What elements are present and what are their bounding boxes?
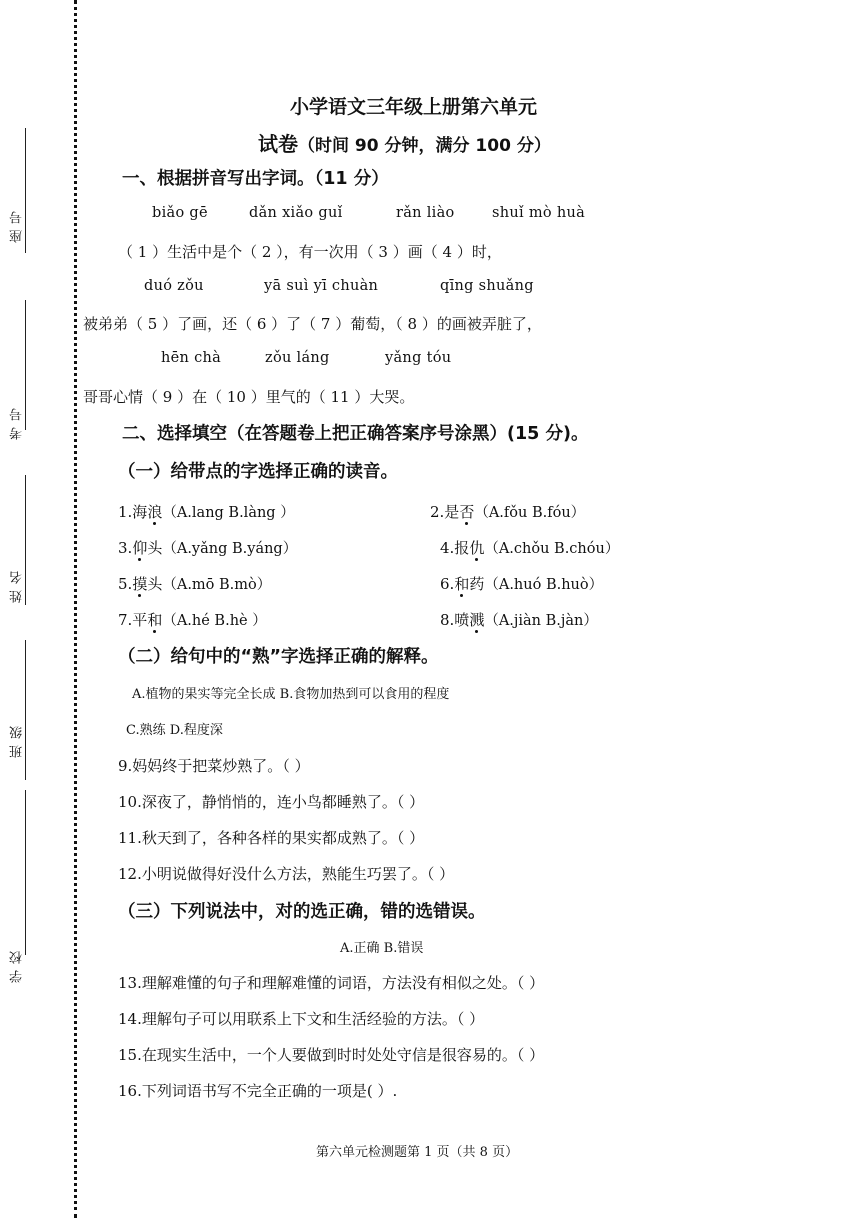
sub2-heading: （二）给句中的“熟”字选择正确的解释。 (118, 647, 439, 667)
exam-number-label: 考号 (10, 402, 25, 440)
reading-item (440, 573, 603, 594)
sub2-options-line2: C.熟练 D.程度深 (126, 723, 223, 738)
pinyin-3b: zǒu láng (265, 350, 330, 366)
page-title: 小学语文三年级上册第六单元 (290, 96, 538, 118)
question-12: 12.小明说做得好没什么方法，熟能生巧罢了。（ ） (118, 865, 455, 883)
item-prefix: 2.是 (430, 503, 460, 521)
pinyin-2b: yā suì yī chuàn (264, 278, 379, 294)
section2-heading: 二、选择填空（在答题卷上把正确答案序号涂黑）(15 分)。 (122, 424, 589, 444)
pinyin-1d: shuǐ mò huà (492, 205, 586, 221)
dotted-char: 和 (454, 575, 470, 593)
item-suffix: 药 (469, 575, 485, 593)
question-10: 10.深夜了，静悄悄的，连小鸟都睡熟了。（ ） (118, 793, 425, 811)
item-options: （A.hé B.hè ） (162, 613, 267, 629)
pinyin-1b: dǎn xiǎo guǐ (249, 205, 343, 221)
item-options: （A.fǒu B.fóu） (474, 505, 586, 521)
subtitle-bold: 试卷 (258, 132, 298, 156)
section1-heading: 一、根据拼音写出字词。（11 分） (122, 169, 389, 189)
school-line (25, 790, 26, 955)
question-13: 13.理解难懂的句子和理解难懂的词语，方法没有相似之处。（ ） (118, 974, 545, 992)
dotted-char: 和 (147, 611, 163, 629)
item-options: （A.jiàn B.jàn） (484, 613, 598, 629)
reading-item (118, 537, 297, 558)
pinyin-3a: hēn chà (161, 350, 222, 366)
dotted-char: 仇 (469, 539, 485, 557)
item-prefix: 1.海 (118, 503, 148, 521)
binding-dotted-line (74, 0, 77, 1218)
sub1-heading: （一）给带点的字选择正确的读音。 (118, 462, 398, 482)
question-14: 14.理解句子可以用联系上下文和生活经验的方法。（ ） (118, 1010, 485, 1028)
reading-item (440, 537, 619, 558)
subtitle-rest: （时间 90 分钟，满分 100 分） (298, 136, 551, 156)
sub3-options: A.正确 B.错误 (340, 941, 424, 956)
dotted-char: 否 (459, 503, 475, 521)
sub3-heading: （三）下列说法中，对的选正确，错的选错误。 (118, 902, 486, 922)
seat-number-label: 座号 (10, 205, 25, 243)
item-suffix: 头 (147, 539, 163, 557)
pinyin-3c: yǎng tóu (385, 350, 452, 366)
reading-item (118, 609, 267, 630)
reading-item (440, 609, 598, 630)
item-prefix: 6. (440, 575, 455, 593)
reading-item (118, 573, 271, 594)
dotted-char: 摸 (132, 575, 148, 593)
pinyin-1c: rǎn liào (396, 205, 455, 221)
item-options: （A.chǒu B.chóu） (484, 541, 620, 557)
dotted-char: 仰 (132, 539, 148, 557)
reading-item (118, 501, 295, 522)
sentence-1: （ 1 ）生活中是个（ 2 ），有一次用（ 3 ）画（ 4 ）时， (118, 243, 502, 261)
class-line (25, 640, 26, 780)
sentence-2: 被弟弟（ 5 ）了画，还（ 6 ）了（ 7 ）葡萄，（ 8 ）的画被弄脏了， (83, 315, 542, 333)
sentence-3: 哥哥心情（ 9 ）在（ 10 ）里气的（ 11 ）大哭。 (83, 388, 415, 406)
question-15: 15.在现实生活中，一个人要做到时时处处守信是很容易的。（ ） (118, 1046, 545, 1064)
pinyin-1a: biǎo gē (152, 205, 208, 221)
item-options: （A.mō B.mò） (162, 577, 272, 593)
class-label: 班级 (10, 720, 25, 758)
pinyin-2a: duó zǒu (144, 278, 204, 294)
question-11: 11.秋天到了，各种各样的果实都成熟了。（ ） (118, 829, 425, 847)
page-subtitle (258, 128, 551, 157)
item-prefix: 3. (118, 539, 133, 557)
item-options: （A.lang B.làng ） (162, 505, 295, 521)
question-16: 16.下列词语书写不完全正确的一项是( ）. (118, 1082, 398, 1100)
item-suffix: 头 (147, 575, 163, 593)
page-footer: 第六单元检测题第 1 页（共 8 页） (316, 1145, 519, 1160)
item-prefix: 8.喷 (440, 611, 470, 629)
question-9: 9.妈妈终于把菜炒熟了。（ ） (118, 757, 310, 775)
reading-item (430, 501, 585, 522)
dotted-char: 浪 (147, 503, 163, 521)
item-options: （A.yǎng B.yáng） (162, 541, 298, 557)
name-label: 姓名 (10, 565, 25, 603)
school-label: 学校 (10, 945, 25, 983)
sub2-options-line1: A.植物的果实等完全长成 B.食物加热到可以食用的程度 (132, 687, 450, 702)
item-prefix: 7.平 (118, 611, 148, 629)
item-prefix: 5. (118, 575, 133, 593)
dotted-char: 溅 (469, 611, 485, 629)
item-prefix: 4.报 (440, 539, 470, 557)
pinyin-2c: qīng shuǎng (440, 278, 534, 294)
item-options: （A.huó B.huò） (484, 577, 604, 593)
